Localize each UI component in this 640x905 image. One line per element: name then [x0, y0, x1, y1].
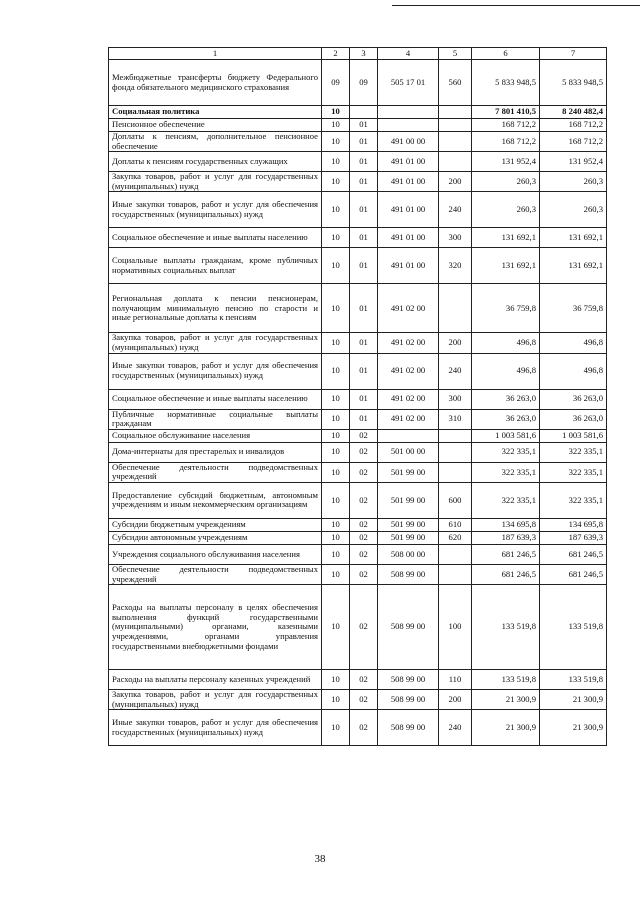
row-amount-1: 168 712,2 — [472, 119, 540, 132]
row-target-code: 491 01 00 — [378, 172, 439, 192]
table-row — [109, 152, 607, 172]
row-name: Публичные нормативные социальные выплаты гражданам — [109, 409, 322, 429]
row-target-code: 501 99 00 — [378, 482, 439, 518]
row-amount-2: 260,3 — [540, 172, 607, 192]
row-amount-2: 168 712,2 — [540, 132, 607, 152]
table-row — [109, 192, 607, 228]
row-section: 10 — [322, 152, 350, 172]
row-target-code: 501 00 00 — [378, 442, 439, 462]
row-amount-2: 260,3 — [540, 192, 607, 228]
row-subsection: 01 — [350, 389, 378, 409]
table-row — [109, 585, 607, 670]
table-row — [109, 670, 607, 690]
row-subsection: 01 — [350, 228, 378, 248]
row-subsection — [350, 106, 378, 119]
row-target-code: 491 01 00 — [378, 192, 439, 228]
table-row — [109, 248, 607, 284]
row-subsection: 01 — [350, 409, 378, 429]
row-expense-type: 320 — [439, 248, 472, 284]
row-name: Доплаты к пенсиям, дополнительное пенсионное обеспечение — [109, 132, 322, 152]
row-expense-type — [439, 152, 472, 172]
row-section: 10 — [322, 544, 350, 564]
row-expense-type: 200 — [439, 690, 472, 710]
row-name: Расходы на выплаты персоналу в целях обеспечения выполнения функций государственными (муниципальными) органами, казенными учреждениями, органами управления государственными внебюджетными фондами — [109, 585, 322, 670]
row-subsection: 09 — [350, 60, 378, 106]
row-expense-type: 200 — [439, 333, 472, 353]
table-row — [109, 119, 607, 132]
row-target-code: 491 02 00 — [378, 284, 439, 333]
row-expense-type — [439, 544, 472, 564]
row-subsection: 01 — [350, 119, 378, 132]
row-section: 10 — [322, 172, 350, 192]
row-amount-1: 36 759,8 — [472, 284, 540, 333]
row-amount-1: 496,8 — [472, 353, 540, 389]
row-target-code: 508 00 00 — [378, 544, 439, 564]
row-amount-1: 134 695,8 — [472, 518, 540, 531]
row-amount-1: 1 003 581,6 — [472, 429, 540, 442]
row-name: Закупка товаров, работ и услуг для государственных (муниципальных) нужд — [109, 172, 322, 192]
row-amount-2: 5 833 948,5 — [540, 60, 607, 106]
table-row — [109, 710, 607, 746]
row-expense-type — [439, 132, 472, 152]
row-amount-2: 496,8 — [540, 353, 607, 389]
table-row — [109, 409, 607, 429]
row-subsection: 01 — [350, 353, 378, 389]
row-name: Закупка товаров, работ и услуг для государственных (муниципальных) нужд — [109, 333, 322, 353]
row-target-code — [378, 119, 439, 132]
row-amount-2: 36 759,8 — [540, 284, 607, 333]
row-amount-1: 131 692,1 — [472, 248, 540, 284]
row-target-code: 491 02 00 — [378, 389, 439, 409]
row-subsection: 01 — [350, 192, 378, 228]
row-amount-2: 36 263,0 — [540, 389, 607, 409]
row-subsection: 02 — [350, 544, 378, 564]
table-row — [109, 564, 607, 584]
row-amount-2: 1 003 581,6 — [540, 429, 607, 442]
row-subsection: 02 — [350, 531, 378, 544]
row-amount-2: 496,8 — [540, 333, 607, 353]
row-amount-2: 168 712,2 — [540, 119, 607, 132]
row-section: 10 — [322, 248, 350, 284]
row-subsection: 02 — [350, 442, 378, 462]
row-amount-1: 260,3 — [472, 192, 540, 228]
row-subsection: 01 — [350, 248, 378, 284]
row-target-code: 491 00 00 — [378, 132, 439, 152]
row-target-code: 508 99 00 — [378, 670, 439, 690]
row-section: 10 — [322, 482, 350, 518]
row-amount-1: 322 335,1 — [472, 442, 540, 462]
row-section: 10 — [322, 192, 350, 228]
row-amount-1: 322 335,1 — [472, 462, 540, 482]
row-name: Обеспечение деятельности подведомственных учреждений — [109, 462, 322, 482]
row-name: Пенсионное обеспечение — [109, 119, 322, 132]
row-section: 10 — [322, 333, 350, 353]
table-row — [109, 544, 607, 564]
row-amount-1: 496,8 — [472, 333, 540, 353]
row-section: 10 — [322, 564, 350, 584]
row-subsection: 01 — [350, 132, 378, 152]
row-subsection: 02 — [350, 429, 378, 442]
row-amount-2: 322 335,1 — [540, 462, 607, 482]
row-amount-2: 131 692,1 — [540, 248, 607, 284]
row-subsection: 01 — [350, 172, 378, 192]
row-amount-1: 5 833 948,5 — [472, 60, 540, 106]
table-row — [109, 690, 607, 710]
row-expense-type — [439, 119, 472, 132]
row-section: 10 — [322, 442, 350, 462]
row-expense-type — [439, 429, 472, 442]
row-expense-type: 110 — [439, 670, 472, 690]
row-name: Межбюджетные трансферты бюджету Федерального фонда обязательного медицинского страхования — [109, 60, 322, 106]
row-expense-type: 600 — [439, 482, 472, 518]
row-amount-2: 134 695,8 — [540, 518, 607, 531]
row-target-code: 501 99 00 — [378, 462, 439, 482]
row-subsection: 02 — [350, 710, 378, 746]
row-amount-1: 36 263,0 — [472, 389, 540, 409]
table-row — [109, 228, 607, 248]
budget-table — [108, 47, 607, 746]
table-row — [109, 442, 607, 462]
row-amount-2: 36 263,0 — [540, 409, 607, 429]
row-section: 10 — [322, 132, 350, 152]
table-row — [109, 106, 607, 119]
row-amount-1: 260,3 — [472, 172, 540, 192]
row-subsection: 02 — [350, 462, 378, 482]
row-name: Расходы на выплаты персоналу казенных учреждений — [109, 670, 322, 690]
row-section: 10 — [322, 119, 350, 132]
row-target-code: 508 99 00 — [378, 585, 439, 670]
row-amount-2: 21 300,9 — [540, 690, 607, 710]
row-name: Иные закупки товаров, работ и услуг для обеспечения государственных (муниципальных) нужд — [109, 710, 322, 746]
row-expense-type: 310 — [439, 409, 472, 429]
row-section: 10 — [322, 518, 350, 531]
row-name: Региональная доплата к пенсии пенсионерам, получающим минимальную пенсию по старости и иные региональные доплаты к пенсиям — [109, 284, 322, 333]
row-section: 10 — [322, 690, 350, 710]
row-name: Социальное обеспечение и иные выплаты населению — [109, 389, 322, 409]
row-subsection: 02 — [350, 518, 378, 531]
row-target-code: 505 17 01 — [378, 60, 439, 106]
row-amount-2: 131 692,1 — [540, 228, 607, 248]
top-rule — [392, 5, 640, 6]
row-expense-type: 620 — [439, 531, 472, 544]
row-section: 10 — [322, 462, 350, 482]
row-section: 10 — [322, 409, 350, 429]
row-section: 10 — [322, 670, 350, 690]
table-row — [109, 462, 607, 482]
row-section: 10 — [322, 389, 350, 409]
row-expense-type — [439, 442, 472, 462]
table-row — [109, 60, 607, 106]
row-amount-2: 21 300,9 — [540, 710, 607, 746]
row-expense-type — [439, 284, 472, 333]
row-amount-2: 8 240 482,4 — [540, 106, 607, 119]
row-amount-1: 21 300,9 — [472, 710, 540, 746]
row-amount-2: 322 335,1 — [540, 482, 607, 518]
row-name: Социальные выплаты гражданам, кроме публичных нормативных социальных выплат — [109, 248, 322, 284]
row-expense-type: 240 — [439, 353, 472, 389]
row-expense-type: 300 — [439, 228, 472, 248]
column-header: 3 — [350, 48, 378, 60]
row-name: Субсидии автономным учреждениям — [109, 531, 322, 544]
row-name: Обеспечение деятельности подведомственных учреждений — [109, 564, 322, 584]
row-amount-1: 681 246,5 — [472, 544, 540, 564]
page-number: 38 — [314, 853, 326, 865]
table-row — [109, 333, 607, 353]
row-section: 10 — [322, 284, 350, 333]
row-target-code: 508 99 00 — [378, 564, 439, 584]
table-row — [109, 132, 607, 152]
row-amount-1: 131 692,1 — [472, 228, 540, 248]
row-expense-type: 610 — [439, 518, 472, 531]
column-header: 4 — [378, 48, 439, 60]
row-subsection: 01 — [350, 333, 378, 353]
row-section: 10 — [322, 106, 350, 119]
column-header: 7 — [540, 48, 607, 60]
row-expense-type: 560 — [439, 60, 472, 106]
table-row — [109, 172, 607, 192]
row-subsection: 01 — [350, 284, 378, 333]
row-name: Субсидии бюджетным учреждениям — [109, 518, 322, 531]
row-name: Социальное обслуживание населения — [109, 429, 322, 442]
row-target-code: 491 01 00 — [378, 248, 439, 284]
row-amount-2: 681 246,5 — [540, 564, 607, 584]
row-expense-type — [439, 106, 472, 119]
row-subsection: 02 — [350, 482, 378, 518]
row-target-code: 491 02 00 — [378, 353, 439, 389]
row-target-code: 491 01 00 — [378, 228, 439, 248]
row-name: Социальное обеспечение и иные выплаты населению — [109, 228, 322, 248]
row-amount-1: 133 519,8 — [472, 585, 540, 670]
row-amount-1: 322 335,1 — [472, 482, 540, 518]
row-name: Доплаты к пенсиям государственных служащих — [109, 152, 322, 172]
table-header-row — [109, 48, 607, 60]
table-row — [109, 353, 607, 389]
row-section: 10 — [322, 710, 350, 746]
row-target-code: 491 02 00 — [378, 409, 439, 429]
row-section: 10 — [322, 228, 350, 248]
row-name: Учреждения социального обслуживания населения — [109, 544, 322, 564]
table-row — [109, 389, 607, 409]
table-row — [109, 518, 607, 531]
row-name: Дома-интернаты для престарелых и инвалидов — [109, 442, 322, 462]
row-target-code: 508 99 00 — [378, 710, 439, 746]
table-row — [109, 429, 607, 442]
table-row — [109, 284, 607, 333]
row-name: Социальная политика — [109, 106, 322, 119]
row-target-code: 491 01 00 — [378, 152, 439, 172]
row-section: 10 — [322, 353, 350, 389]
row-amount-1: 187 639,3 — [472, 531, 540, 544]
row-expense-type: 200 — [439, 172, 472, 192]
row-expense-type: 240 — [439, 710, 472, 746]
row-amount-2: 133 519,8 — [540, 585, 607, 670]
row-amount-1: 131 952,4 — [472, 152, 540, 172]
row-amount-1: 681 246,5 — [472, 564, 540, 584]
row-subsection: 02 — [350, 564, 378, 584]
table-row — [109, 531, 607, 544]
row-amount-2: 133 519,8 — [540, 670, 607, 690]
column-header: 5 — [439, 48, 472, 60]
row-name: Предоставление субсидий бюджетным, автономным учреждениям и иным некоммерческим организациям — [109, 482, 322, 518]
row-amount-1: 168 712,2 — [472, 132, 540, 152]
row-section: 10 — [322, 429, 350, 442]
row-subsection: 01 — [350, 152, 378, 172]
row-amount-1: 7 801 410,5 — [472, 106, 540, 119]
row-name: Иные закупки товаров, работ и услуг для обеспечения государственных (муниципальных) нужд — [109, 353, 322, 389]
row-amount-1: 36 263,0 — [472, 409, 540, 429]
row-target-code: 508 99 00 — [378, 690, 439, 710]
row-section: 10 — [322, 531, 350, 544]
column-header: 6 — [472, 48, 540, 60]
row-subsection: 02 — [350, 690, 378, 710]
row-amount-2: 322 335,1 — [540, 442, 607, 462]
row-amount-2: 681 246,5 — [540, 544, 607, 564]
row-amount-1: 21 300,9 — [472, 690, 540, 710]
row-expense-type — [439, 564, 472, 584]
row-target-code: 501 99 00 — [378, 531, 439, 544]
row-expense-type: 100 — [439, 585, 472, 670]
row-name: Иные закупки товаров, работ и услуг для обеспечения государственных (муниципальных) нужд — [109, 192, 322, 228]
row-target-code: 501 99 00 — [378, 518, 439, 531]
row-name: Закупка товаров, работ и услуг для государственных (муниципальных) нужд — [109, 690, 322, 710]
table-row — [109, 482, 607, 518]
row-amount-2: 187 639,3 — [540, 531, 607, 544]
row-section: 09 — [322, 60, 350, 106]
row-target-code: 491 02 00 — [378, 333, 439, 353]
row-target-code — [378, 429, 439, 442]
row-expense-type: 300 — [439, 389, 472, 409]
row-expense-type: 240 — [439, 192, 472, 228]
column-header: 1 — [109, 48, 322, 60]
row-expense-type — [439, 462, 472, 482]
row-amount-1: 133 519,8 — [472, 670, 540, 690]
row-target-code — [378, 106, 439, 119]
row-section: 10 — [322, 585, 350, 670]
column-header: 2 — [322, 48, 350, 60]
row-subsection: 02 — [350, 585, 378, 670]
row-subsection: 02 — [350, 670, 378, 690]
row-amount-2: 131 952,4 — [540, 152, 607, 172]
